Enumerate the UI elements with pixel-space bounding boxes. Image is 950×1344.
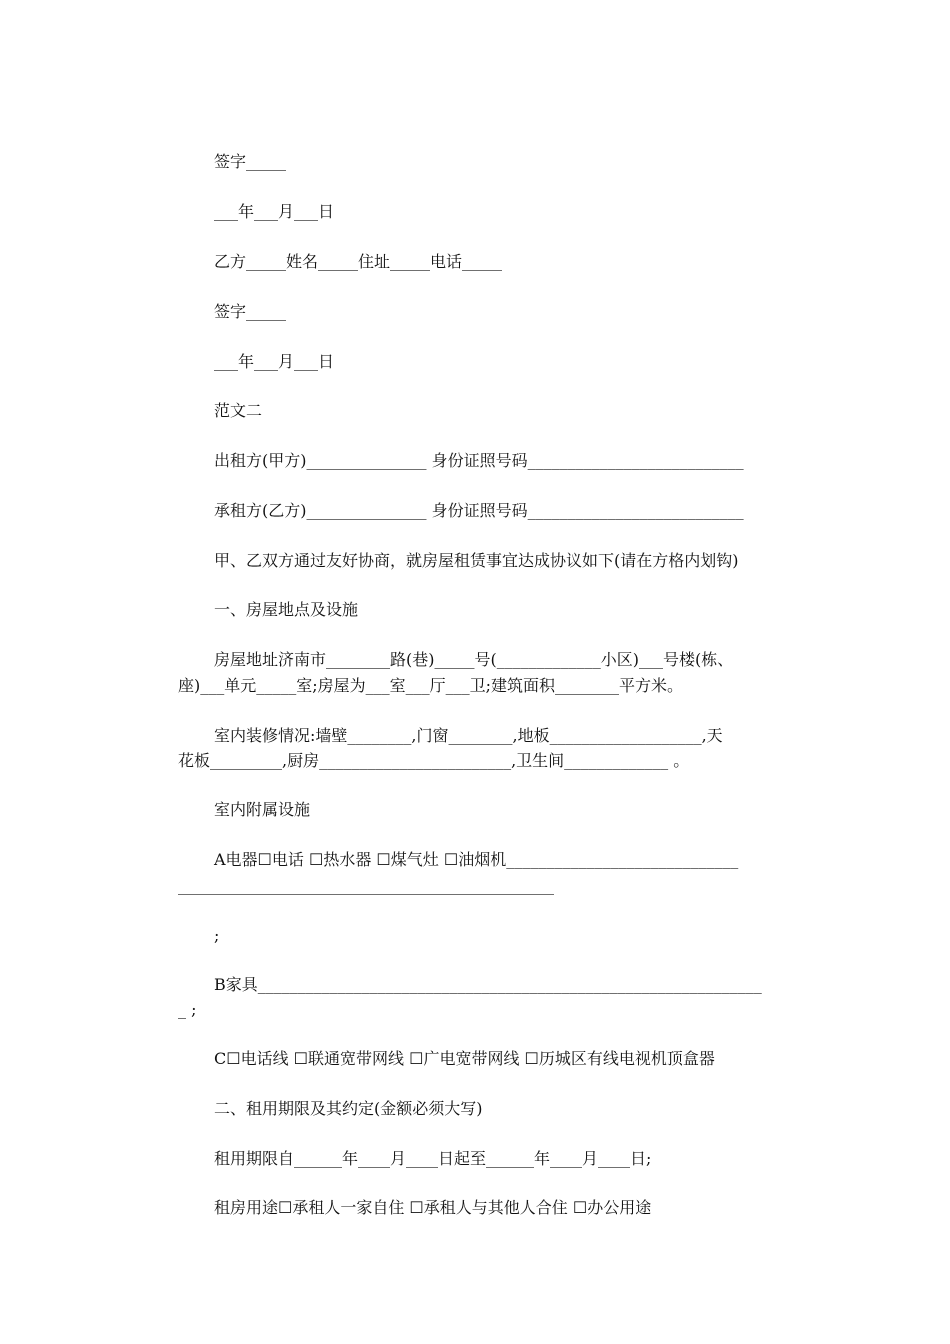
section-heading-sample-two: 范文二 — [214, 401, 263, 420]
furniture-line-2: _ ; — [178, 1000, 197, 1019]
network-line: C☐电话线 ☐联通宽带网线 ☐广电宽带网线 ☐历城区有线电视机顶盒器 — [214, 1049, 715, 1068]
section-heading-location: 一、房屋地点及设施 — [214, 600, 359, 619]
section-heading-term: 二、租用期限及其约定(金额必须大写) — [214, 1099, 483, 1118]
appliances-semicolon: ; — [214, 926, 220, 945]
party-b-info-line: 乙方_____姓名_____住址_____电话_____ — [214, 252, 503, 271]
agreement-intro-paragraph: 甲、乙双方通过友好协商，就房屋租赁事宜达成协议如下(请在方格内划钩) — [214, 551, 739, 570]
date-line-b: ___年___月___日 — [214, 352, 335, 371]
signature-line-a: 签字_____ — [214, 152, 287, 171]
address-line-1: 房屋地址济南市________路(巷)_____号(_____________小区)___号楼(栋、 — [214, 650, 734, 669]
decoration-line-2: 花板_________,厨房________________________,卫生间_____________ 。 — [178, 751, 690, 770]
lessee-line: 承租方(乙方)_______________ 身份证照号码___________________________ — [214, 501, 744, 520]
lessor-line: 出租方(甲方)_______________ 身份证照号码___________________________ — [214, 451, 744, 470]
appliances-line-2: _______________________________________________ — [178, 876, 554, 895]
decoration-line-1: 室内装修情况:墙壁________,门窗________,地板___________________,天 — [214, 726, 723, 745]
facilities-heading: 室内附属设施 — [214, 800, 311, 819]
signature-line-b: 签字_____ — [214, 302, 287, 321]
date-line-a: ___年___月___日 — [214, 202, 335, 221]
address-line-2: 座)___单元_____室;房屋为___室___厅___卫;建筑面积________平方米。 — [178, 676, 684, 695]
lease-purpose-line: 租房用途☐承租人一家自住 ☐承租人与其他人合住 ☐办公用途 — [214, 1198, 652, 1217]
lease-term-line: 租用期限自______年____月____日起至______年____月____日; — [214, 1149, 652, 1168]
furniture-line-1: B家具_______________________________________________________________ — [214, 975, 762, 994]
appliances-line-1: A电器☐电话 ☐热水器 ☐煤气灶 ☐油烟机_____________________________ — [214, 850, 739, 869]
